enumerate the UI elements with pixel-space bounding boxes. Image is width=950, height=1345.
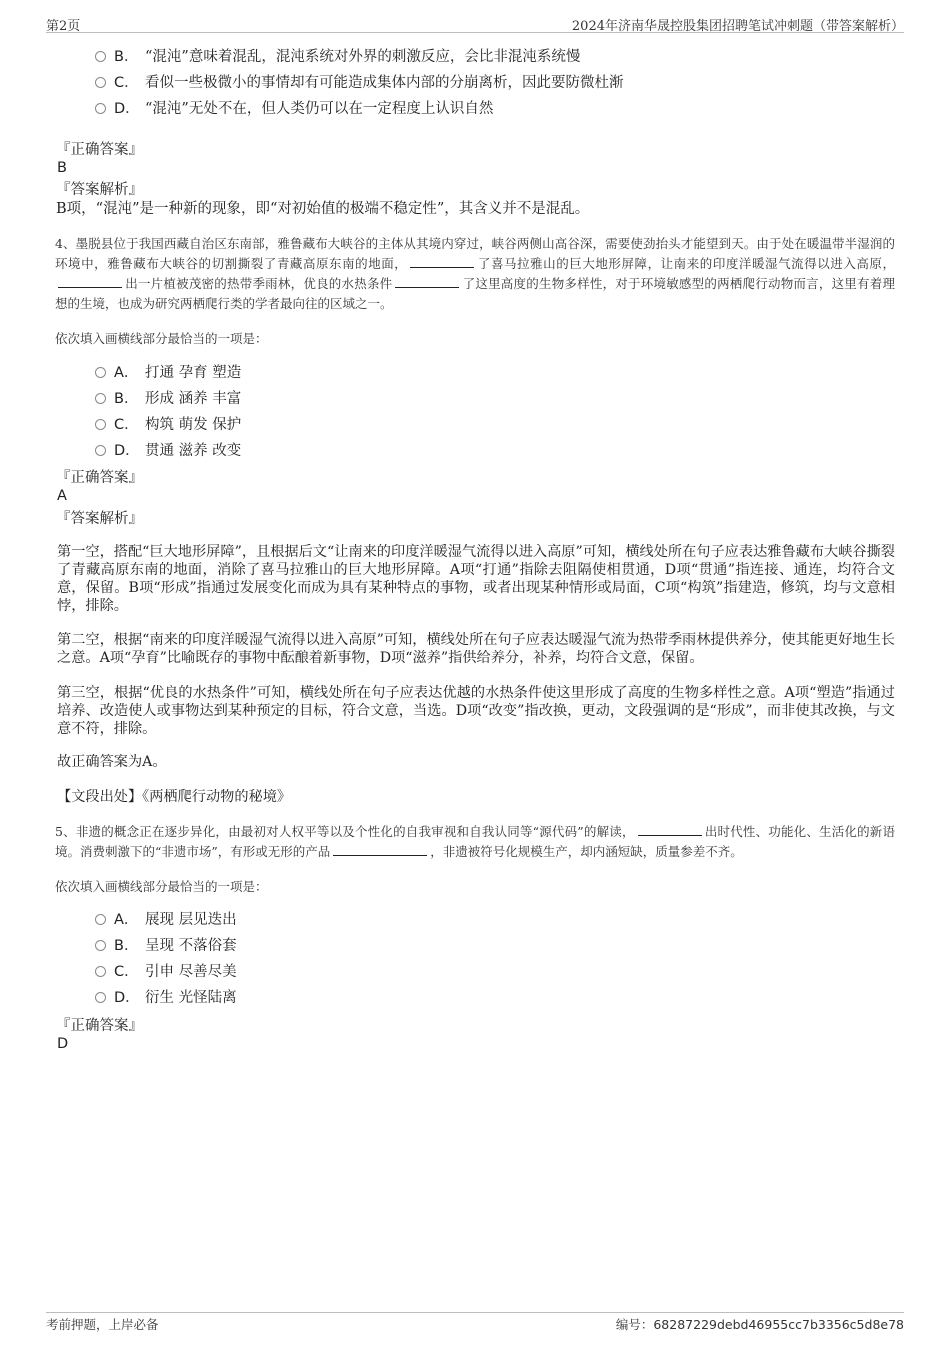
correct-answer: D <box>57 1036 69 1052</box>
analysis-paragraph-3: 第三空，根据“优良的水热条件”可知，横线处所在句子应表达优越的水热条件使这里形成了高度的生物多样性之意。A项“塑造”指通过培养、改造使人或事物达到某种预定的目标，符合文意，当选。D项“改变”指改换，更动，文段强调的是“形成”，而非使其改换，与文意不符，排除。 <box>57 685 895 737</box>
blank-1 <box>410 254 474 268</box>
option-d[interactable]: D． 衍生 光怪陆离 <box>95 988 237 1008</box>
document-title: 2024年济南华晟控股集团招聘笔试冲刺题（带答案解析） <box>571 19 904 34</box>
question-5-stem: 5、非遗的概念正在逐步异化，由最初对人权平等以及个性化的自我审视和自我认同等“源代码”的解读， 出时代性、功能化、生活化的新语境。消费刺激下的“非遗市场”，有形或无形的产品 ，非遗被符号化规模生产，却内涵短缺，质量参差不齐。 <box>55 824 895 859</box>
option-b[interactable]: B． “混沌”意味着混乱，混沌系统对外界的刺激反应，会比非混沌系统慢 <box>95 47 580 67</box>
analysis-paragraph-1: 第一空，搭配“巨大地形屏障”，且根据后文“让南来的印度洋暖湿气流得以进入高原”可知，横线处所在句子应表达雅鲁藏布大峡谷撕裂了青藏高原东南的地面，消除了喜马拉雅山的巨大地形屏障。A项“打通”指除去阻隔使相贯通，D项“贯通”指连接、通连，均符合文意，保留。B项“形成”指通过发展变化而成为具有某种特点的事物，或者出现某种情形或局面，C项“构筑”指建造，修筑，均与文意相悖，排除。 <box>57 544 895 614</box>
analysis-label: 『答案解析』 <box>56 182 143 198</box>
blank-2 <box>333 842 427 856</box>
correct-answer-label: 『正确答案』 <box>56 1018 143 1034</box>
blank-3 <box>395 274 459 288</box>
radio-icon[interactable] <box>95 393 106 404</box>
radio-icon[interactable] <box>95 914 106 925</box>
option-b[interactable]: B． 形成 涵养 丰富 <box>95 389 241 409</box>
option-c[interactable]: C． 构筑 萌发 保护 <box>95 415 241 435</box>
final-answer: 故正确答案为A。 <box>57 754 167 770</box>
radio-icon[interactable] <box>95 103 106 114</box>
analysis-label: 『答案解析』 <box>56 511 143 527</box>
page-number: 第2页 <box>46 19 81 34</box>
blank-2 <box>58 274 122 288</box>
option-a[interactable]: A． 展现 层见迭出 <box>95 910 237 930</box>
question-4-stem: 4、墨脱县位于我国西藏自治区东南部，雅鲁藏布大峡谷的主体从其境内穿过，峡谷两侧山高谷深，需要使劲抬头才能望到天。由于处在暖温带半湿润的环境中，雅鲁藏布大峡谷的切割撕裂了青藏高原东南的地面， 了喜马拉雅山的巨大地形屏障，让南来的印度洋暖湿气流得以进入高原，出一片植被茂密的热带季雨林，优良的水热条件 了这里高度的生物多样性，对于环境敏感型的两栖爬行动物而言，这里有着理想的生境，也成为研究两栖爬行类的学者最向往的区域之一。 <box>55 236 895 311</box>
analysis-text: B项，“混沌”是一种新的现象，即“对初始值的极端不稳定性”，其含义并不是混乱。 <box>56 201 590 217</box>
option-d[interactable]: D． 贯通 滋养 改变 <box>95 441 241 461</box>
blank-1 <box>638 822 702 836</box>
option-b[interactable]: B． 呈现 不落俗套 <box>95 936 237 956</box>
radio-icon[interactable] <box>95 966 106 977</box>
document-code: 编号：68287229debd46955cc7b3356c5d8e78 <box>615 1317 904 1332</box>
correct-answer: A <box>57 488 67 504</box>
question-prompt: 依次填入画横线部分最恰当的一项是： <box>55 331 268 346</box>
radio-icon[interactable] <box>95 992 106 1003</box>
radio-icon[interactable] <box>95 77 106 88</box>
option-a[interactable]: A． 打通 孕育 塑造 <box>95 363 241 383</box>
option-c[interactable]: C． 引申 尽善尽美 <box>95 962 237 982</box>
radio-icon[interactable] <box>95 367 106 378</box>
footer-slogan: 考前押题，上岸必备 <box>46 1317 159 1332</box>
question-prompt: 依次填入画横线部分最恰当的一项是： <box>55 879 268 894</box>
source-citation: 【文段出处】《两栖爬行动物的秘境》 <box>57 789 292 805</box>
radio-icon[interactable] <box>95 419 106 430</box>
radio-icon[interactable] <box>95 445 106 456</box>
page-header <box>46 14 904 33</box>
radio-icon[interactable] <box>95 51 106 62</box>
correct-answer: B <box>57 160 67 176</box>
correct-answer-label: 『正确答案』 <box>56 142 143 158</box>
option-d[interactable]: D． “混沌”无处不在，但人类仍可以在一定程度上认识自然 <box>95 99 493 119</box>
page-footer <box>46 1312 904 1335</box>
radio-icon[interactable] <box>95 940 106 951</box>
correct-answer-label: 『正确答案』 <box>56 470 143 486</box>
option-c[interactable]: C． 看似一些极微小的事情却有可能造成集体内部的分崩离析，因此要防微杜渐 <box>95 73 624 93</box>
analysis-paragraph-2: 第二空，根据“南来的印度洋暖湿气流得以进入高原”可知，横线处所在句子应表达暖湿气流为热带季雨林提供养分，使其能更好地生长之意。A项“孕育”比喻既存的事物中酝酿着新事物，D项“滋养”指供给养分，补养，均符合文意，保留。 <box>57 632 895 666</box>
